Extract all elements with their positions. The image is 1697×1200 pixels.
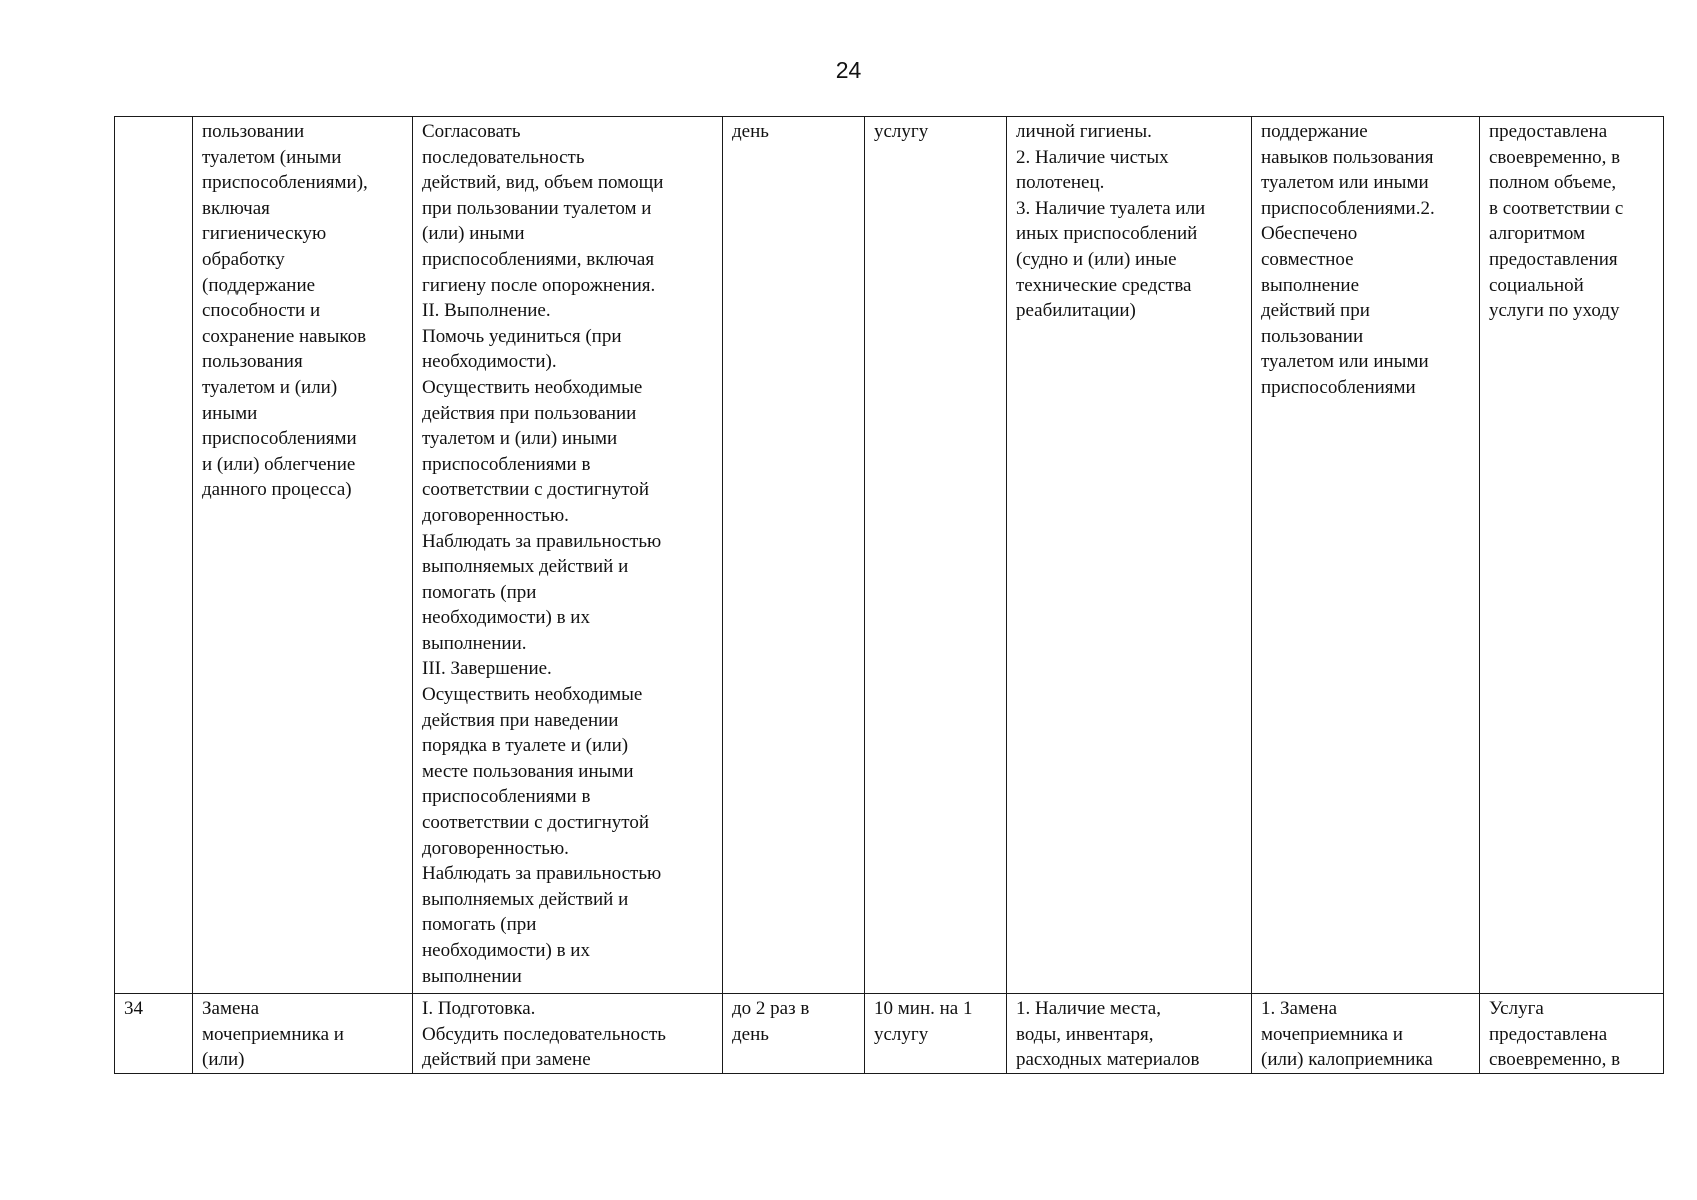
services-table (114, 116, 1664, 1074)
cell-number: 34 (115, 994, 193, 1074)
page-number: 24 (835, 57, 862, 83)
table-row (115, 994, 1664, 1074)
cell-conditions: 1. Наличие места, воды, инвентаря, расходных материалов (1007, 994, 1252, 1074)
cell-duration: услугу (865, 117, 1007, 994)
cell-conditions: личной гигиены. 2. Наличие чистых полотенец. 3. Наличие туалета или иных приспособлений (судно и (или) иные технические средства реабилитации) (1007, 117, 1252, 994)
cell-service-name: Замена мочеприемника и (или) (193, 994, 413, 1074)
cell-service-name: пользовании туалетом (иными приспособлениями), включая гигиеническую обработку (поддержание способности и сохранение навыков пользования туалетом и (или) иными приспособлениями и (или) облегчение данного процесса) (193, 117, 413, 994)
cell-result: 1. Замена мочеприемника и (или) калоприемника (1252, 994, 1480, 1074)
cell-quality: предоставлена своевременно, в полном объеме, в соответствии с алгоритмом предоставления социальной услуги по уходу (1480, 117, 1664, 994)
cell-actions: I. Подготовка. Обсудить последовательность действий при замене (413, 994, 723, 1074)
cell-number (115, 117, 193, 994)
cell-quality: Услуга предоставлена своевременно, в (1480, 994, 1664, 1074)
cell-actions: Согласовать последовательность действий, вид, объем помощи при пользовании туалетом и (или) иными приспособлениями, включая гигиену после опорожнения. II. Выполнение. Помочь уединиться (при необходимости). Осуществить необходимые действия при пользовании туалетом и (или) иными приспособлениями в соответствии с достигнутой договоренностью. Наблюдать за правильностью выполняемых действий и помогать (при необходимости) в их выполнении. III. Завершение. Осуществить необходимые действия при наведении порядка в туалете и (или) месте пользования иными приспособлениями в соответствии с достигнутой договоренностью. Наблюдать за правильностью выполняемых действий и помогать (при необходимости) в их выполнении (413, 117, 723, 994)
cell-result: поддержание навыков пользования туалетом или иными приспособлениями.2. Обеспечено совместное выполнение действий при пользовании туалетом или иными приспособлениями (1252, 117, 1480, 994)
table-row (115, 117, 1664, 994)
cell-duration: 10 мин. на 1 услугу (865, 994, 1007, 1074)
cell-frequency: день (723, 117, 865, 994)
cell-frequency: до 2 раз в день (723, 994, 865, 1074)
